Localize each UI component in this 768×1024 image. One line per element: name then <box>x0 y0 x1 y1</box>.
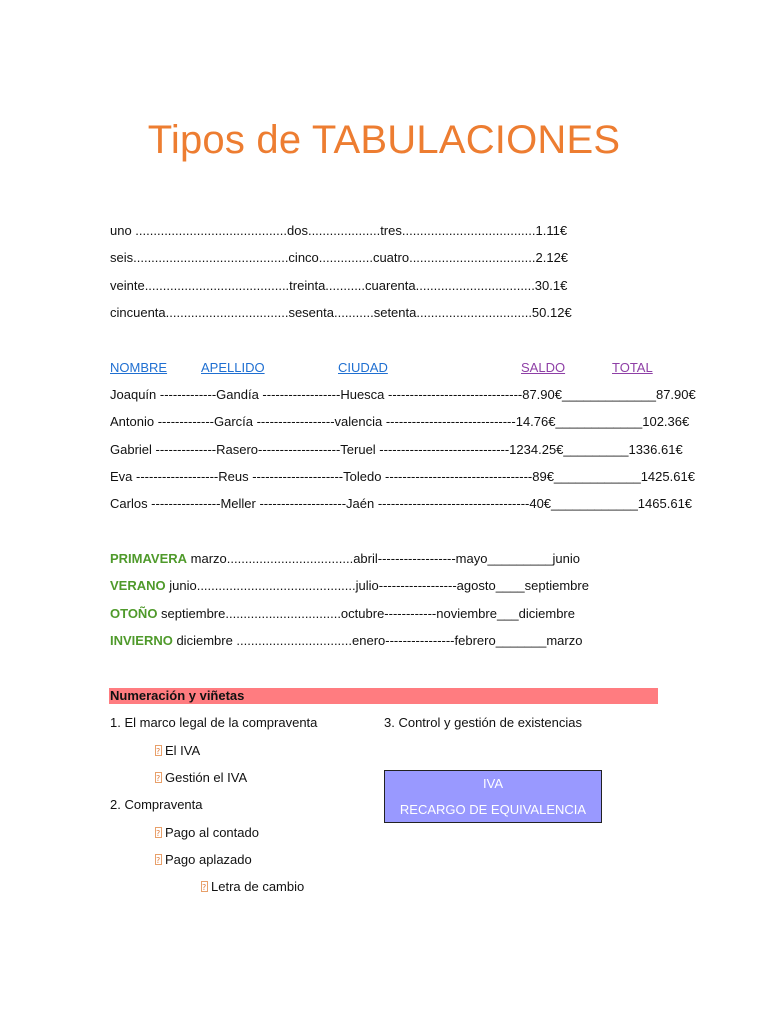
tab-line: cincuenta..................................sesenta...........setenta................................50.12€ <box>110 305 572 320</box>
tab-line: veinte........................................treinta...........cuarenta.................................30.1€ <box>110 278 568 293</box>
season-name: VERANO <box>110 578 166 593</box>
table-row: Antonio -------------García ------------------valencia ------------------------------14.76€____________102.36€ <box>110 414 690 429</box>
list-subitem-label: El IVA <box>165 743 201 758</box>
bullet-icon <box>155 745 162 756</box>
box-line-recargo: RECARGO DE EQUIVALENCIA <box>399 802 587 817</box>
tab-line: uno ..........................................dos....................tres.....................................1.11€ <box>110 223 568 238</box>
list-subitem <box>155 851 252 869</box>
bullet-icon <box>201 881 208 892</box>
list-subsubitem <box>201 878 304 896</box>
table-row: Joaquín -------------Gandía ------------------Huesca -------------------------------87.90€_____________87.90€ <box>110 387 696 402</box>
header-saldo: SALDO <box>521 360 566 375</box>
season-row <box>110 605 575 623</box>
bullet-icon <box>155 772 162 783</box>
section-banner: Numeración y viñetas <box>109 688 658 704</box>
list-subitem <box>155 769 247 787</box>
season-name: OTOÑO <box>110 606 158 621</box>
season-name: PRIMAVERA <box>110 551 188 566</box>
season-row <box>110 632 582 650</box>
list-subitem-label: Pago aplazado <box>165 852 252 867</box>
season-name: INVIERNO <box>110 633 173 648</box>
bullet-icon <box>155 827 162 838</box>
tab-line: seis...........................................cinco...............cuatro...................................2.12€ <box>110 250 569 265</box>
season-row <box>110 550 580 568</box>
header-apellido: APELLIDO <box>201 360 265 375</box>
list-subitem-label: Gestión el IVA <box>165 770 248 785</box>
bullet-icon <box>155 854 162 865</box>
season-months: marzo...................................abril------------------mayo_________junio <box>187 551 581 566</box>
header-nombre: NOMBRE <box>110 360 168 375</box>
list-item: 3. Control y gestión de existencias <box>384 715 582 730</box>
list-subitem <box>155 824 259 842</box>
header-ciudad: CIUDAD <box>338 360 388 375</box>
list-item: 1. El marco legal de la compraventa <box>110 715 318 730</box>
list-subitem <box>155 742 200 760</box>
page-title: Tipos de TABULACIONES <box>147 118 621 162</box>
season-row <box>110 577 589 595</box>
season-months: junio............................................julio------------------agosto____septiembre <box>165 578 589 593</box>
table-row: Gabriel --------------Rasero-------------------Teruel ------------------------------1234.25€_________1336.61€ <box>110 442 683 457</box>
table-row: Eva -------------------Reus ---------------------Toledo ----------------------------------89€____________1425.61€ <box>110 469 695 484</box>
header-total: TOTAL <box>612 360 653 375</box>
list-item: 2. Compraventa <box>110 797 203 812</box>
info-box <box>384 770 602 823</box>
season-months: diciembre ................................enero----------------febrero_______marzo <box>172 633 583 648</box>
season-months: septiembre................................octubre------------noviembre___diciembre <box>157 606 575 621</box>
list-subitem-label: Letra de cambio <box>211 879 305 894</box>
table-row: Carlos ----------------Meller --------------------Jaén -----------------------------------40€____________1465.61€ <box>110 496 693 511</box>
list-subitem-label: Pago al contado <box>165 825 259 840</box>
box-line-iva: IVA <box>483 776 503 791</box>
